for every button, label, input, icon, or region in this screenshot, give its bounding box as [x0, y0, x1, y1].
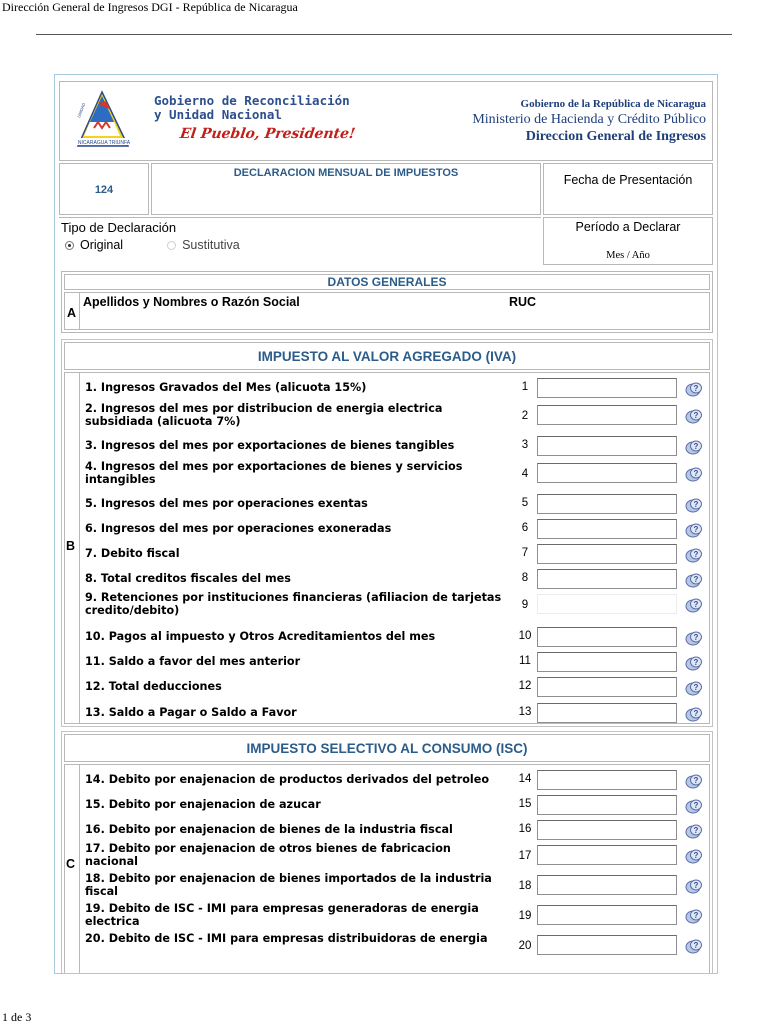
svg-text:?: ? — [693, 442, 699, 451]
row-label: 5. Ingresos del mes por operaciones exentas — [85, 497, 368, 510]
iva-row-1 — [81, 375, 709, 401]
help-icon[interactable] — [685, 630, 703, 646]
amount-input-16[interactable] — [537, 820, 677, 840]
row-number: 18 — [518, 880, 532, 892]
iva-row-4 — [81, 460, 709, 486]
section-letter-b: B — [66, 539, 76, 553]
help-icon[interactable] — [685, 547, 703, 563]
iva-row-7 — [81, 541, 709, 567]
svg-text:UNIDAD: UNIDAD — [76, 102, 87, 119]
section-letter-a: A — [67, 306, 77, 320]
row-number: 12 — [518, 680, 532, 692]
iva-row-12 — [81, 674, 709, 700]
header-rule — [36, 34, 732, 35]
help-icon[interactable] — [685, 908, 703, 924]
svg-text:?: ? — [693, 683, 699, 692]
isc-title: IMPUESTO SELECTIVO AL CONSUMO (ISC) — [64, 734, 710, 762]
row-label: 14. Debito por enajenacion de productos derivados del petroleo — [85, 773, 490, 786]
row-label: 12. Total deducciones — [85, 680, 222, 693]
svg-text:?: ? — [693, 776, 699, 785]
help-icon[interactable] — [685, 706, 703, 722]
amount-input-6[interactable] — [537, 519, 677, 539]
row-label: 16. Debito por enajenacion de bienes de la industria fiscal — [85, 823, 453, 836]
iva-row-6 — [81, 516, 709, 542]
help-icon[interactable] — [685, 655, 703, 671]
row-label: 7. Debito fiscal — [85, 547, 180, 560]
row-number: 8 — [521, 572, 529, 584]
svg-text:?: ? — [693, 911, 699, 920]
row-number: 1 — [521, 381, 529, 393]
svg-text:?: ? — [693, 384, 699, 393]
gov-title-line2: y Unidad Nacional — [154, 107, 282, 122]
amount-input-8[interactable] — [537, 569, 677, 589]
amount-input-4[interactable] — [537, 463, 677, 483]
apellidos-label: Apellidos y Nombres o Razón Social — [83, 295, 300, 309]
amount-input-7[interactable] — [537, 544, 677, 564]
datos-generales-body — [64, 292, 710, 330]
isc-section — [61, 731, 713, 974]
help-icon[interactable] — [685, 381, 703, 397]
iva-row-13 — [81, 700, 709, 726]
row-label: 18. Debito por enajenacion de bienes importados de la industria fiscal — [85, 872, 492, 898]
help-icon[interactable] — [685, 680, 703, 696]
svg-text:?: ? — [693, 575, 699, 584]
amount-input-19[interactable] — [537, 905, 677, 925]
row-number: 16 — [518, 823, 532, 835]
declaration-title-cell — [151, 163, 541, 215]
row-label: 4. Ingresos del mes por exportaciones de bienes y servicios intangibles — [85, 460, 463, 486]
row-number: 9 — [521, 599, 529, 611]
amount-input-12[interactable] — [537, 677, 677, 697]
help-icon[interactable] — [685, 798, 703, 814]
row-label: 19. Debito de ISC - IMI para empresas generadoras de energia electrica — [85, 902, 479, 928]
help-icon[interactable] — [685, 878, 703, 894]
amount-input-15[interactable] — [537, 795, 677, 815]
help-icon[interactable] — [685, 439, 703, 455]
iva-title: IMPUESTO AL VALOR AGREGADO (IVA) — [64, 342, 710, 370]
government-title — [154, 94, 394, 122]
section-letter-c: C — [66, 857, 76, 871]
row-label: 6. Ingresos del mes por operaciones exoneradas — [85, 522, 392, 535]
row-label: 20. Debito de ISC - IMI para empresas distribuidoras de energia — [85, 932, 488, 945]
ministry-title: Ministerio de Hacienda y Crédito Público — [472, 112, 706, 127]
row-label: 13. Saldo a Pagar o Saldo a Favor — [85, 706, 297, 719]
row-label: 8. Total creditos fiscales del mes — [85, 572, 291, 585]
svg-text:?: ? — [693, 411, 699, 420]
svg-text:?: ? — [693, 500, 699, 509]
help-icon[interactable] — [685, 773, 703, 789]
row-number: 7 — [521, 547, 529, 559]
isc-row-20 — [81, 932, 709, 958]
row-label: 3. Ingresos del mes por exportaciones de bienes tangibles — [85, 439, 455, 452]
row-number: 20 — [518, 940, 532, 952]
row-number: 4 — [521, 468, 529, 480]
help-icon[interactable] — [685, 597, 703, 613]
fecha-label: Fecha de Presentación — [563, 173, 693, 187]
republic-title: Gobierno de la República de Nicaragua — [520, 98, 706, 110]
help-icon[interactable] — [685, 408, 703, 424]
logo-caption: NICARAGUA TRIUNFA — [77, 140, 131, 146]
form-number-cell — [59, 163, 149, 215]
svg-text:?: ? — [693, 801, 699, 810]
header-banner — [59, 81, 713, 161]
help-icon[interactable] — [685, 466, 703, 482]
row-number: 2 — [521, 410, 529, 422]
amount-input-11[interactable] — [537, 652, 677, 672]
row-number: 5 — [521, 497, 529, 509]
tipo-label: Tipo de Declaración — [61, 220, 177, 235]
sustitutiva-radio[interactable] — [167, 241, 176, 250]
svg-text:?: ? — [693, 550, 699, 559]
row-label: 10. Pagos al impuesto y Otros Acreditamientos del mes — [85, 630, 436, 643]
row-number: 17 — [518, 850, 532, 862]
row-number: 14 — [518, 773, 532, 785]
slogan: El Pueblo, Presidente! — [178, 126, 357, 142]
help-icon[interactable] — [685, 572, 703, 588]
amount-input-20[interactable] — [537, 935, 677, 955]
row-label: 1. Ingresos Gravados del Mes (alicuota 15%) — [85, 381, 367, 394]
isc-row-19 — [81, 902, 709, 928]
svg-text:?: ? — [693, 633, 699, 642]
row-number: 13 — [518, 706, 532, 718]
iva-row-9 — [81, 591, 709, 617]
row-number: 11 — [519, 655, 531, 667]
amount-input-3[interactable] — [537, 436, 677, 456]
iva-row-3 — [81, 433, 709, 459]
help-icon[interactable] — [685, 497, 703, 513]
row-label: 15. Debito por enajenacion de azucar — [85, 798, 321, 811]
svg-text:?: ? — [693, 941, 699, 950]
isc-row-14 — [81, 767, 709, 793]
declaration-title: DECLARACION MENSUAL DE IMPUESTOS — [233, 167, 459, 179]
original-label: Original — [80, 238, 124, 252]
help-icon[interactable] — [685, 522, 703, 538]
amount-input-2[interactable] — [537, 405, 677, 425]
print-header: Dirección General de Ingresos DGI - República de Nicaragua — [2, 0, 298, 14]
row-number: 3 — [521, 439, 529, 451]
svg-text:?: ? — [693, 469, 699, 478]
amount-input-10[interactable] — [537, 627, 677, 647]
form-number: 124 — [94, 184, 114, 196]
row-number: 19 — [518, 910, 532, 922]
iva-row-11 — [81, 649, 709, 675]
svg-text:?: ? — [693, 525, 699, 534]
mes-anio-label: Mes / Año — [606, 250, 650, 261]
periodo-cell — [543, 217, 713, 265]
iva-section — [61, 339, 713, 727]
row-label: 11. Saldo a favor del mes anterior — [85, 655, 301, 668]
row-number: 15 — [518, 798, 532, 810]
isc-row-16 — [81, 817, 709, 843]
amount-input-13[interactable] — [537, 703, 677, 723]
amount-input-17[interactable] — [537, 845, 677, 865]
svg-text:?: ? — [693, 851, 699, 860]
dgi-title: Direccion General de Ingresos — [525, 129, 706, 144]
iva-row-8 — [81, 566, 709, 592]
help-icon[interactable] — [685, 938, 703, 954]
isc-body — [64, 764, 710, 974]
svg-text:?: ? — [693, 709, 699, 718]
row-label: 9. Retenciones por instituciones financieras (afiliacion de tarjetas credito/debito) — [85, 591, 502, 617]
row-label: 2. Ingresos del mes por distribucion de energia electrica subsidiada (alicuota 7%) — [85, 402, 443, 428]
row-number: 10 — [518, 630, 532, 642]
amount-input-9 — [537, 594, 677, 614]
amount-input-14[interactable] — [537, 770, 677, 790]
page-counter: 1 de 3 — [2, 1010, 32, 1024]
isc-row-17 — [81, 842, 709, 868]
ministry-titles — [472, 98, 706, 145]
isc-row-18 — [81, 872, 709, 898]
tipo-options — [65, 238, 240, 252]
fecha-cell — [543, 163, 713, 215]
iva-body — [64, 372, 710, 724]
iva-row-2 — [81, 402, 709, 428]
svg-text:?: ? — [693, 826, 699, 835]
row-number: 6 — [521, 522, 529, 534]
svg-text:?: ? — [693, 600, 699, 609]
ruc-label: RUC — [509, 295, 537, 309]
svg-text:?: ? — [693, 658, 699, 667]
amount-input-1[interactable] — [537, 378, 677, 398]
svg-text:?: ? — [693, 881, 699, 890]
datos-generales-section — [61, 271, 713, 333]
original-radio[interactable] — [65, 241, 74, 250]
sustitutiva-label: Sustitutiva — [182, 238, 240, 252]
amount-input-5[interactable] — [537, 494, 677, 514]
isc-row-15 — [81, 792, 709, 818]
tipo-declaracion — [59, 217, 541, 265]
datos-generales-title: DATOS GENERALES — [64, 274, 710, 290]
help-icon[interactable] — [685, 823, 703, 839]
amount-input-18[interactable] — [537, 875, 677, 895]
iva-row-10 — [81, 624, 709, 650]
row-label: 17. Debito por enajenacion de otros bienes de fabricacion nacional — [85, 842, 451, 868]
declaration-form — [54, 74, 718, 974]
government-logo — [72, 88, 136, 154]
periodo-label: Período a Declarar — [575, 220, 681, 234]
iva-row-5 — [81, 491, 709, 517]
gov-title-line1: Gobierno de Reconciliación — [154, 93, 350, 108]
help-icon[interactable] — [685, 848, 703, 864]
